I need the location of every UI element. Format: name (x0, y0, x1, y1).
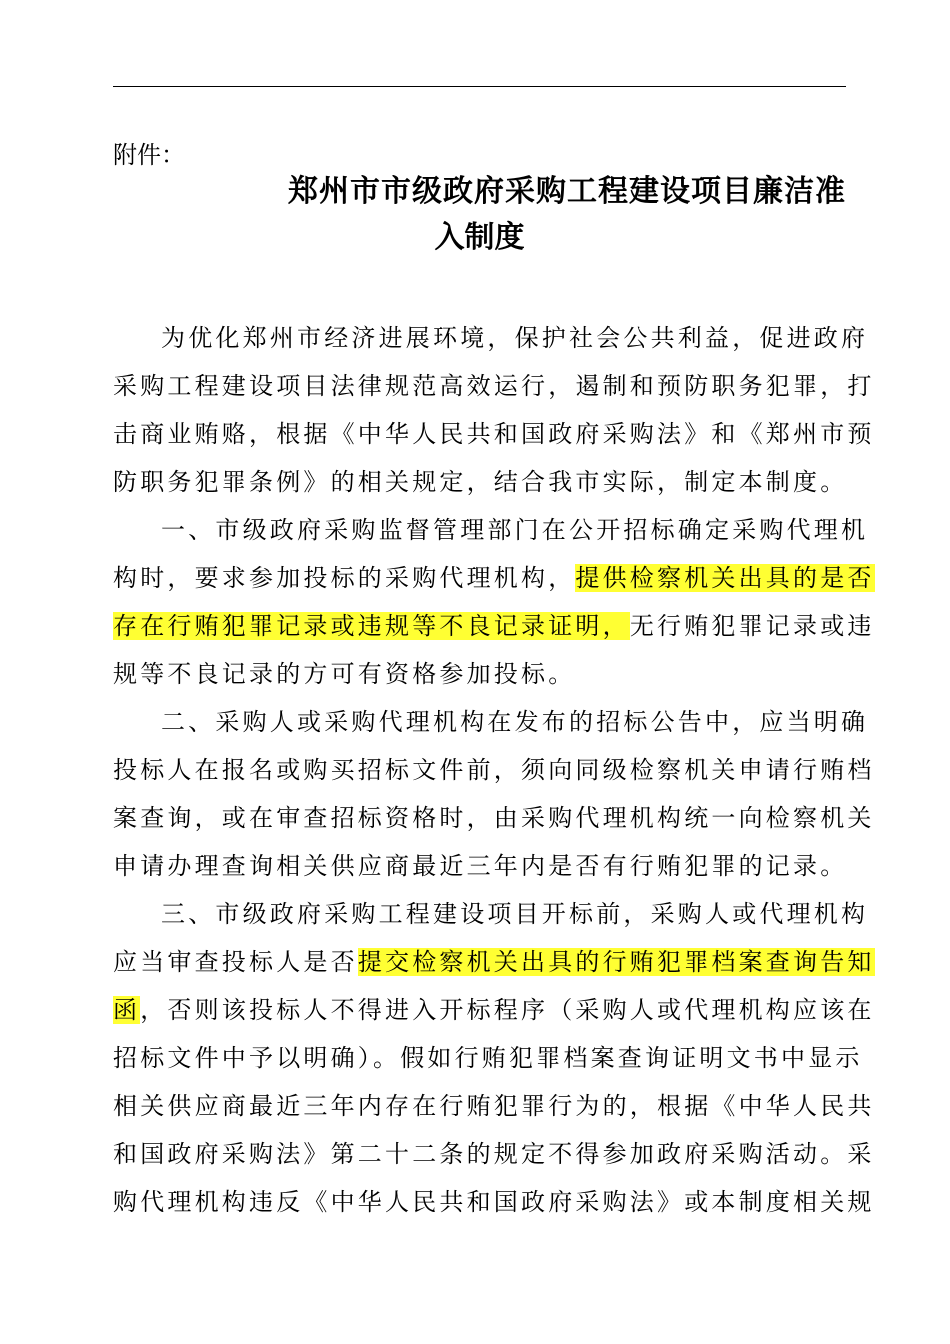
body-line: 击商业贿赂，根据《中华人民共和国政府采购法》和《郑州市预 (113, 420, 875, 448)
highlighted-text: 存在行贿犯罪记录或违规等不良记录证明， (113, 612, 630, 640)
attachment-label: 附件： (113, 141, 185, 169)
body-line: 投标人在报名或购买招标文件前，须向同级检察机关申请行贿档 (113, 756, 875, 784)
body-line: 案查询，或在审查招标资格时，由采购代理机构统一向检察机关 (113, 804, 875, 832)
body-line-highlighted (113, 562, 875, 594)
body-line: 为优化郑州市经济进展环境，保护社会公共利益，促进政府 (161, 324, 869, 352)
highlighted-text: 提交检察机关出具的行贿犯罪档案查询告知 (357, 948, 875, 976)
body-line: 二、采购人或采购代理机构在发布的招标公告中，应当明确 (161, 708, 869, 736)
body-line: 和国政府采购法》第二十二条的规定不得参加政府采购活动。采 (113, 1140, 875, 1168)
body-line: 招标文件中予以明确）。假如行贿犯罪档案查询证明文书中显示 (113, 1044, 863, 1072)
body-line-highlighted (113, 946, 875, 978)
body-line-highlighted (113, 994, 875, 1026)
highlighted-text: 提供检察机关出具的是否 (575, 564, 875, 592)
document-title-line-2: 入制度 (434, 220, 525, 255)
body-line: 购代理机构违反《中华人民共和国政府采购法》或本制度相关规 (113, 1188, 875, 1216)
body-line: 一、市级政府采购监督管理部门在公开招标确定采购代理机 (161, 516, 869, 544)
body-line: 防职务犯罪条例》的相关规定，结合我市实际，制定本制度。 (113, 468, 848, 496)
body-line: 采购工程建设项目法律规范高效运行，遏制和预防职务犯罪，打 (113, 372, 875, 400)
line-text: 无行贿犯罪记录或违 (629, 612, 875, 640)
document-title-line-1: 郑州市市级政府采购工程建设项目廉洁准 (288, 174, 846, 209)
line-text: 应当审查投标人是否 (113, 948, 358, 976)
header-rule (113, 86, 846, 87)
body-line: 三、市级政府采购工程建设项目开标前，采购人或代理机构 (161, 900, 869, 928)
line-text: ，否则该投标人不得进入开标程序（采购人或代理机构应该在 (140, 996, 875, 1024)
body-line: 相关供应商最近三年内存在行贿犯罪行为的，根据《中华人民共 (113, 1092, 875, 1120)
body-line: 规等不良记录的方可有资格参加投标。 (113, 660, 576, 688)
body-line-highlighted (113, 610, 875, 642)
highlighted-text: 函 (113, 996, 141, 1024)
line-text: 构时，要求参加投标的采购代理机构， (113, 564, 576, 592)
body-line: 申请办理查询相关供应商最近三年内是否有行贿犯罪的记录。 (113, 852, 848, 880)
